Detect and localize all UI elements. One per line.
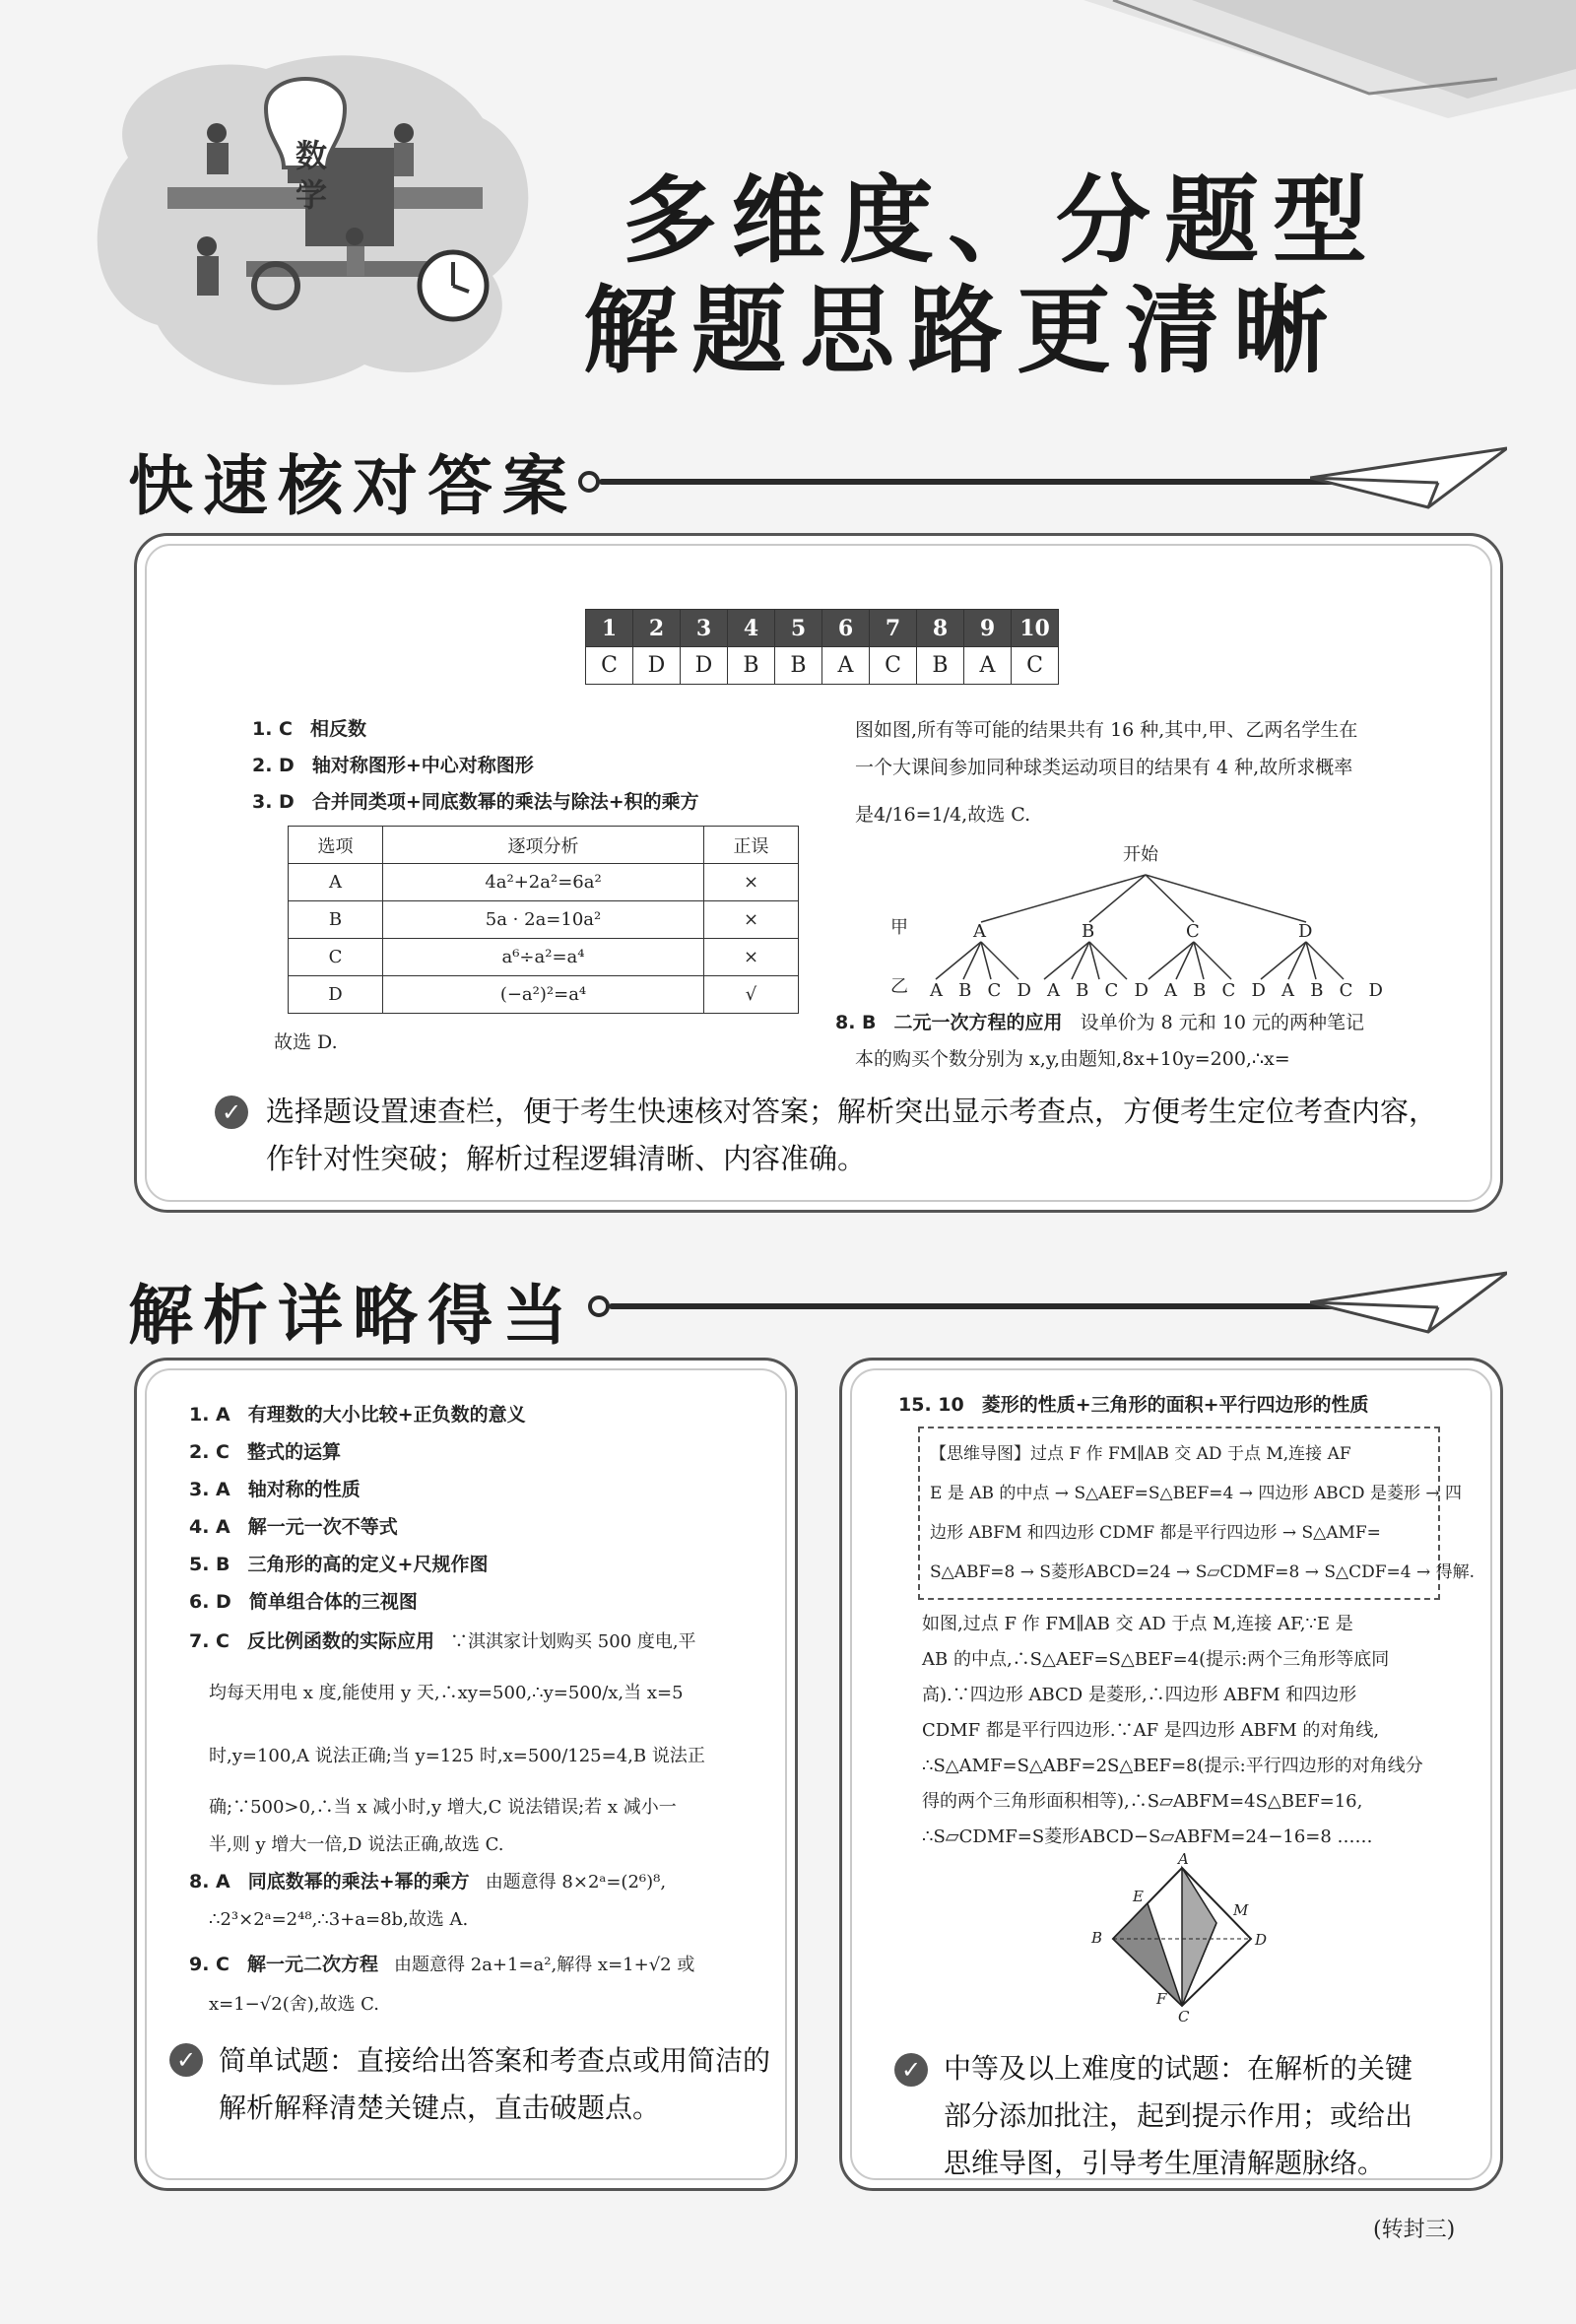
headline-line2: 解题思路更清晰 bbox=[583, 276, 1342, 386]
paper-decoration bbox=[1074, 0, 1576, 128]
s1-item-2: 2. D 轴对称图形+中心对称图形 bbox=[252, 755, 534, 776]
tree-level2-label: 乙 bbox=[890, 976, 908, 997]
page-footer-label: (转封三) bbox=[1373, 2218, 1456, 2242]
tree-node: A bbox=[973, 921, 986, 942]
answer-choice: B bbox=[728, 647, 775, 685]
answer-number: 6 bbox=[822, 610, 870, 647]
answer-choice: A bbox=[822, 647, 870, 685]
s1-item-8: 8. B 二元一次方程的应用 设单价为 8 元和 10 元的两种笔记 bbox=[835, 1012, 1364, 1033]
tree-level1-label: 甲 bbox=[890, 917, 908, 938]
s2-right-para-line: ∴S△AMF=S△ABF=2S△BEF=8(提示:平行四边形的对角线分 bbox=[922, 1756, 1423, 1776]
s2-right-para-line: AB 的中点,∴S△AEF=S△BEF=4(提示:两个三角形等底同 bbox=[922, 1649, 1390, 1670]
s2-item-7-line: 均每天用电 x 度,能使用 y 天,∴xy=500,∴y=500/x,当 x=5 bbox=[209, 1683, 684, 1703]
section1-rule bbox=[599, 479, 1387, 485]
s2-right-para-line: 得的两个三角形面积相等),∴S▱ABFM=4S△BEF=16, bbox=[922, 1791, 1363, 1812]
vertex-label: F bbox=[1156, 1990, 1167, 2008]
s2-item-7-line: 时,y=100,A 说法正确;当 y=125 时,x=500/125=4,B 说法正 bbox=[209, 1746, 705, 1766]
answer-table-header-row bbox=[586, 610, 1059, 647]
s2-item-15: 15. 10 菱形的性质+三角形的面积+平行四边形的性质 bbox=[898, 1394, 1369, 1416]
s1-item-3: 3. D 合并同类项+同底数幂的乘法与除法+积的乘方 bbox=[252, 791, 699, 813]
answer-choice: C bbox=[1012, 647, 1059, 685]
option-analysis-table bbox=[288, 826, 799, 1014]
rhombus-figure bbox=[1084, 1858, 1280, 2025]
header-illustration bbox=[69, 39, 561, 404]
tree-node: D bbox=[1298, 921, 1313, 942]
s2-item-7-line: 半,则 y 增大一倍,D 说法正确,故选 C. bbox=[209, 1834, 504, 1855]
s1-note-line2: 作针对性突破；解析过程逻辑清晰、内容准确。 bbox=[266, 1142, 867, 1175]
s2-item-7: 7. C 反比例函数的实际应用 ∵淇淇家计划购买 500 度电,平 bbox=[189, 1630, 696, 1652]
s1-right-line: 图如图,所有等可能的结果共有 16 种,其中,甲、乙两名学生在 bbox=[855, 719, 1358, 741]
answer-number: 2 bbox=[633, 610, 681, 647]
answer-table bbox=[585, 609, 1059, 685]
s2-item: 1. A 有理数的大小比较+正负数的意义 bbox=[189, 1404, 526, 1426]
s2-item-9-line: x=1−√2(舍),故选 C. bbox=[209, 1994, 380, 2015]
analysis-row: C a⁶÷a²=a⁴ × bbox=[289, 939, 799, 976]
check-icon: ✓ bbox=[169, 2043, 203, 2077]
section2-rule-dot bbox=[588, 1295, 610, 1317]
s2-item: 4. A 解一元一次不等式 bbox=[189, 1516, 398, 1538]
subject-badge: 数学 bbox=[295, 137, 327, 214]
s2-item-8-line: ∴2³×2ᵃ=2⁴⁸,∴3+a=8b,故选 A. bbox=[209, 1909, 469, 1930]
vertex-label: B bbox=[1091, 1929, 1103, 1947]
s2-item-9: 9. C 解一元二次方程 由题意得 2a+1=a²,解得 x=1+√2 或 bbox=[189, 1954, 695, 1975]
answer-number: 7 bbox=[870, 610, 917, 647]
answer-number: 10 bbox=[1012, 610, 1059, 647]
s2-right-para-line: 如图,过点 F 作 FM∥AB 交 AD 于点 M,连接 AF,∵E 是 bbox=[922, 1614, 1353, 1634]
s1-item-8-cont: 本的购买个数分别为 x,y,由题知,8x+10y=200,∴x= bbox=[855, 1048, 1290, 1070]
answer-choice: A bbox=[964, 647, 1012, 685]
s2-item: 6. D 简单组合体的三视图 bbox=[189, 1591, 418, 1613]
tree-node: C bbox=[1186, 921, 1200, 942]
s2-left-note-line1: 简单试题：直接给出答案和考查点或用简洁的 bbox=[219, 2044, 771, 2077]
mind-map: 【思维导图】过点 F 作 FM∥AB 交 AD 于点 M,连接 AF E 是 AB 的中点 → S△AEF=S△BEF=4 → 四边形 ABCD 是菱形 → 四 边形 ABFM 和四边形 CDMF 都是平行四边形 → S△AMF= S△ABF=8 → S菱形ABCD=24 → S▱CDMF=8 → S△CDF=4 → 得解. bbox=[918, 1427, 1440, 1600]
tree-root: 开始 bbox=[1123, 844, 1158, 865]
answer-choice: D bbox=[633, 647, 681, 685]
section1-title: 快速核对答案 bbox=[128, 448, 577, 524]
answer-number: 9 bbox=[964, 610, 1012, 647]
paper-plane-icon bbox=[1310, 438, 1507, 517]
section1-rule-dot bbox=[578, 471, 600, 493]
tree-node: B bbox=[1082, 921, 1095, 942]
answer-number: 4 bbox=[728, 610, 775, 647]
s1-note-line1: 选择题设置速查栏，便于考生快速核对答案；解析突出显示考查点，方便考生定位考查内容， bbox=[266, 1095, 1438, 1128]
s2-item: 3. A 轴对称的性质 bbox=[189, 1479, 361, 1500]
s2-right-note-line2: 部分添加批注，起到提示作用；或给出 bbox=[944, 2099, 1413, 2132]
vertex-label: M bbox=[1233, 1901, 1249, 1919]
s2-left-note-line2: 解析解释清楚关键点，直击破题点。 bbox=[219, 2092, 661, 2124]
s2-item-8: 8. A 同底数幂的乘法+幂的乘方 由题意得 8×2ᵃ=(2⁶)⁸, bbox=[189, 1871, 667, 1892]
headline-line1: 多维度、分题型 bbox=[623, 166, 1381, 276]
vertex-label: E bbox=[1133, 1888, 1144, 1905]
vertex-label: A bbox=[1178, 1850, 1189, 1868]
section2-title: 解析详略得当 bbox=[128, 1278, 577, 1354]
answer-number: 3 bbox=[681, 610, 728, 647]
analysis-row: D (−a²)²=a⁴ √ bbox=[289, 976, 799, 1014]
s2-item: 2. C 整式的运算 bbox=[189, 1441, 342, 1463]
s1-item-1: 1. C 相反数 bbox=[252, 718, 367, 740]
s2-item-7-line: 确;∵500>0,∴当 x 减小时,y 增大,C 说法错误;若 x 减小一 bbox=[209, 1797, 677, 1818]
section2-rule bbox=[609, 1303, 1387, 1309]
s1-right-line: 一个大课间参加同种球类运动项目的结果有 4 种,故所求概率 bbox=[855, 757, 1353, 778]
analysis-row: A 4a²+2a²=6a² × bbox=[289, 864, 799, 901]
tree-leaves: A B C D A B C D A B C D A B C D bbox=[930, 980, 1383, 1001]
s2-right-para-line: CDMF 都是平行四边形.∵AF 是四边形 ABFM 的对角线, bbox=[922, 1720, 1380, 1741]
s2-right-para-line: 高).∵四边形 ABCD 是菱形,∴四边形 ABFM 和四边形 bbox=[922, 1685, 1357, 1705]
analysis-header-row: 选项 逐项分析 正误 bbox=[289, 827, 799, 864]
s2-item: 5. B 三角形的高的定义+尺规作图 bbox=[189, 1554, 489, 1575]
s2-right-note-line1: 中等及以上难度的试题：在解析的关键 bbox=[944, 2052, 1413, 2085]
answer-table-answer-row bbox=[586, 647, 1059, 685]
answer-choice: C bbox=[586, 647, 633, 685]
answer-choice: B bbox=[775, 647, 822, 685]
answer-number: 5 bbox=[775, 610, 822, 647]
vertex-label: D bbox=[1255, 1931, 1268, 1949]
s1-conclusion: 故选 D. bbox=[274, 1031, 338, 1053]
analysis-row: B 5a · 2a=10a² × bbox=[289, 901, 799, 939]
answer-number: 8 bbox=[917, 610, 964, 647]
s2-right-note-line3: 思维导图，引导考生厘清解题脉络。 bbox=[944, 2147, 1386, 2179]
s2-right-para-line: ∴S▱CDMF=S菱形ABCD−S▱ABFM=24−16=8 …… bbox=[922, 1826, 1373, 1847]
s1-right-line: 是4/16=1/4,故选 C. bbox=[855, 804, 1031, 826]
paper-plane-icon bbox=[1310, 1263, 1507, 1342]
vertex-label: C bbox=[1178, 2008, 1190, 2025]
check-icon: ✓ bbox=[894, 2053, 928, 2087]
answer-choice: C bbox=[870, 647, 917, 685]
answer-number: 1 bbox=[586, 610, 633, 647]
check-icon: ✓ bbox=[215, 1096, 248, 1129]
answer-choice: D bbox=[681, 647, 728, 685]
answer-choice: B bbox=[917, 647, 964, 685]
